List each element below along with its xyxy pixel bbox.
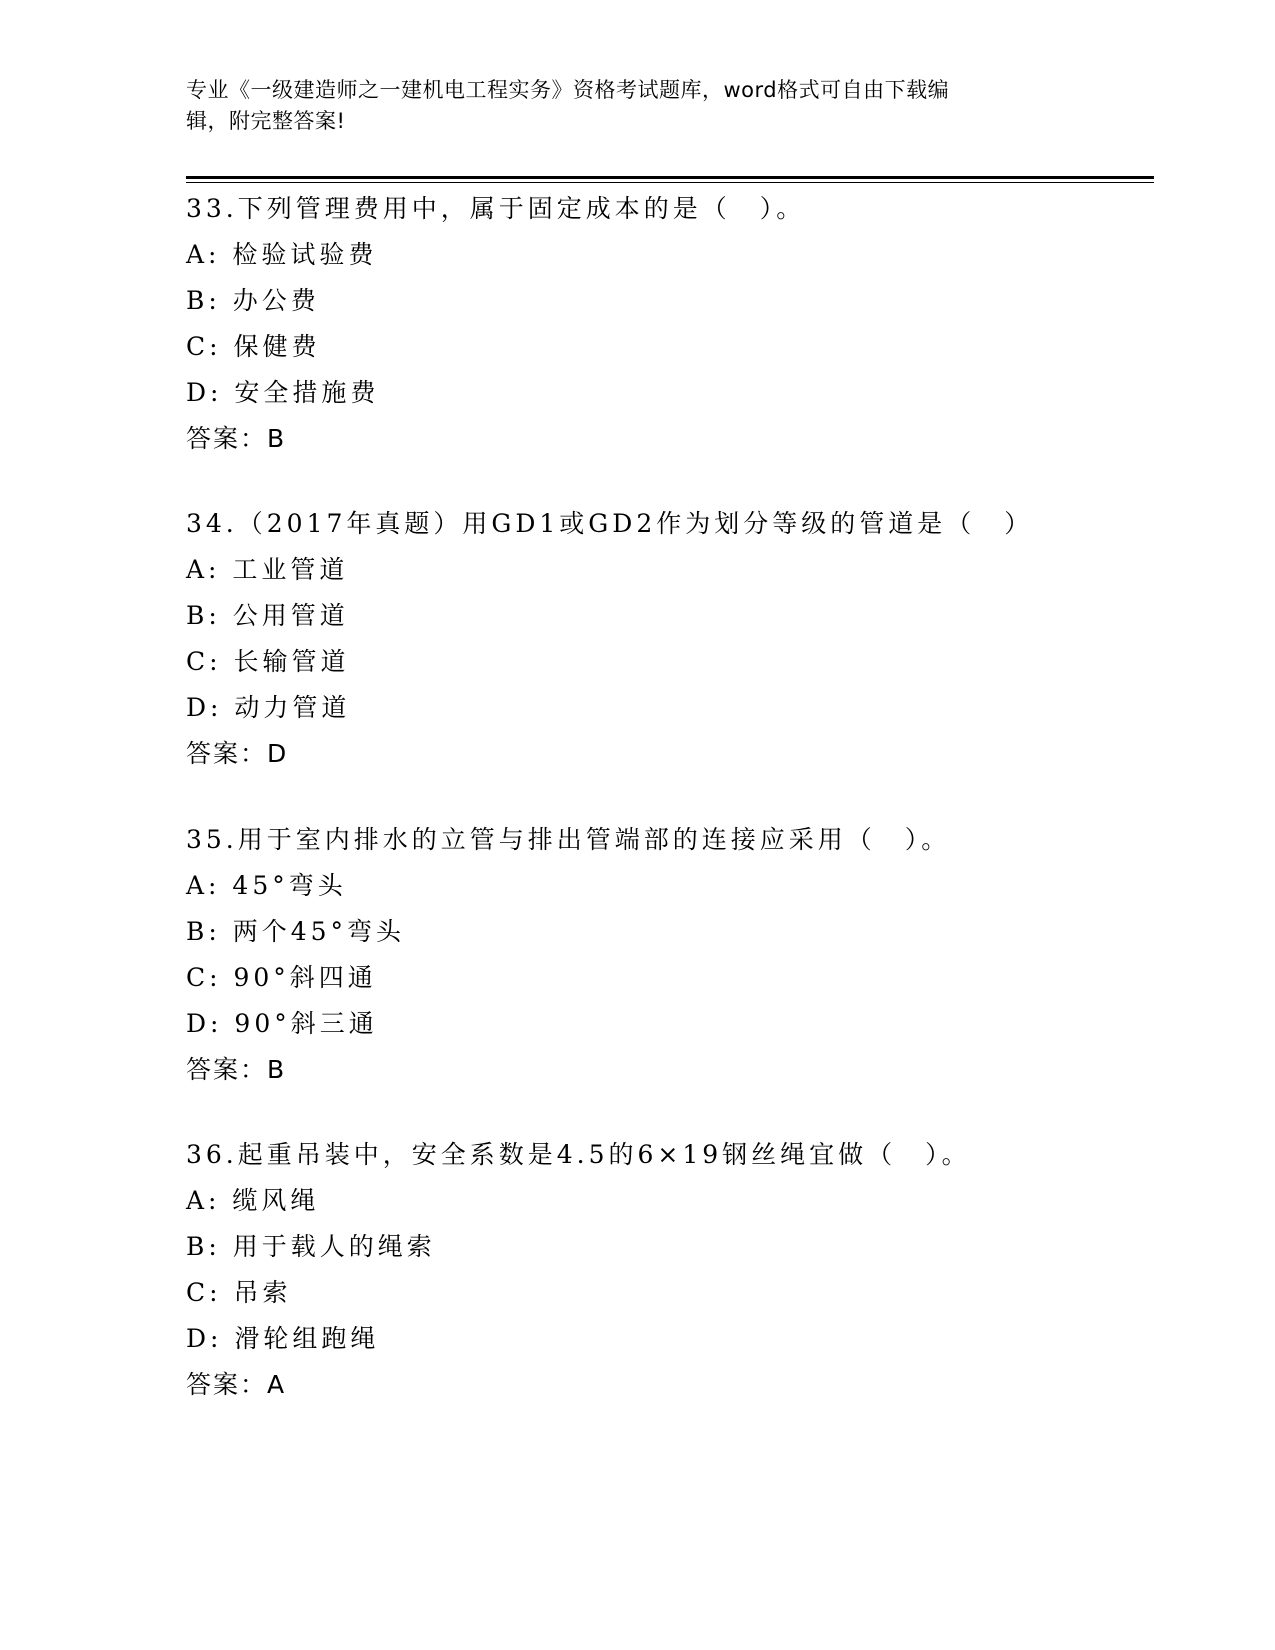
option-d: D: 滑轮组跑绳	[186, 1324, 380, 1353]
option-d: D: 安全措施费	[186, 378, 380, 407]
header-line-2: 辑，附完整答案!	[186, 109, 346, 133]
option-c: C: 90°斜四通	[186, 963, 377, 992]
option-a: A: 工业管道	[186, 555, 349, 584]
option-d: D: 90°斜三通	[186, 1009, 378, 1038]
question-34	[186, 501, 1154, 777]
answer: 答案：A	[186, 1370, 287, 1399]
option-c: C: 保健费	[186, 332, 321, 361]
option-b: B: 办公费	[186, 286, 320, 315]
question-36	[186, 1132, 1154, 1408]
option-a: A: 缆风绳	[186, 1186, 320, 1215]
option-b: B: 两个45°弯头	[186, 917, 406, 946]
question-text: 33.下列管理费用中，属于固定成本的是（ ）。	[186, 194, 806, 223]
option-c: C: 吊索	[186, 1278, 292, 1307]
answer: 答案：B	[186, 1055, 287, 1084]
option-b: B: 公用管道	[186, 601, 349, 630]
option-c: C: 长输管道	[186, 647, 350, 676]
answer: 答案：D	[186, 739, 289, 768]
question-33	[186, 186, 1154, 462]
answer: 答案：B	[186, 424, 287, 453]
header-divider-thick	[186, 176, 1154, 179]
question-text: 36.起重吊装中，安全系数是4.5的6×19钢丝绳宜做（ ）。	[186, 1140, 971, 1169]
option-a: A: 检验试验费	[186, 240, 378, 269]
header-line-1: 专业《一级建造师之一建机电工程实务》资格考试题库，word格式可自由下载编	[186, 78, 950, 102]
option-d: D: 动力管道	[186, 693, 351, 722]
header-divider-thin	[186, 182, 1154, 183]
question-text: 34.（2017年真题）用GD1或GD2作为划分等级的管道是（ ）	[186, 509, 1034, 538]
question-35	[186, 817, 1154, 1093]
option-b: B: 用于载人的绳索	[186, 1232, 436, 1261]
option-a: A: 45°弯头	[186, 871, 347, 900]
question-text: 35.用于室内排水的立管与排出管端部的连接应采用（ ）。	[186, 825, 951, 854]
